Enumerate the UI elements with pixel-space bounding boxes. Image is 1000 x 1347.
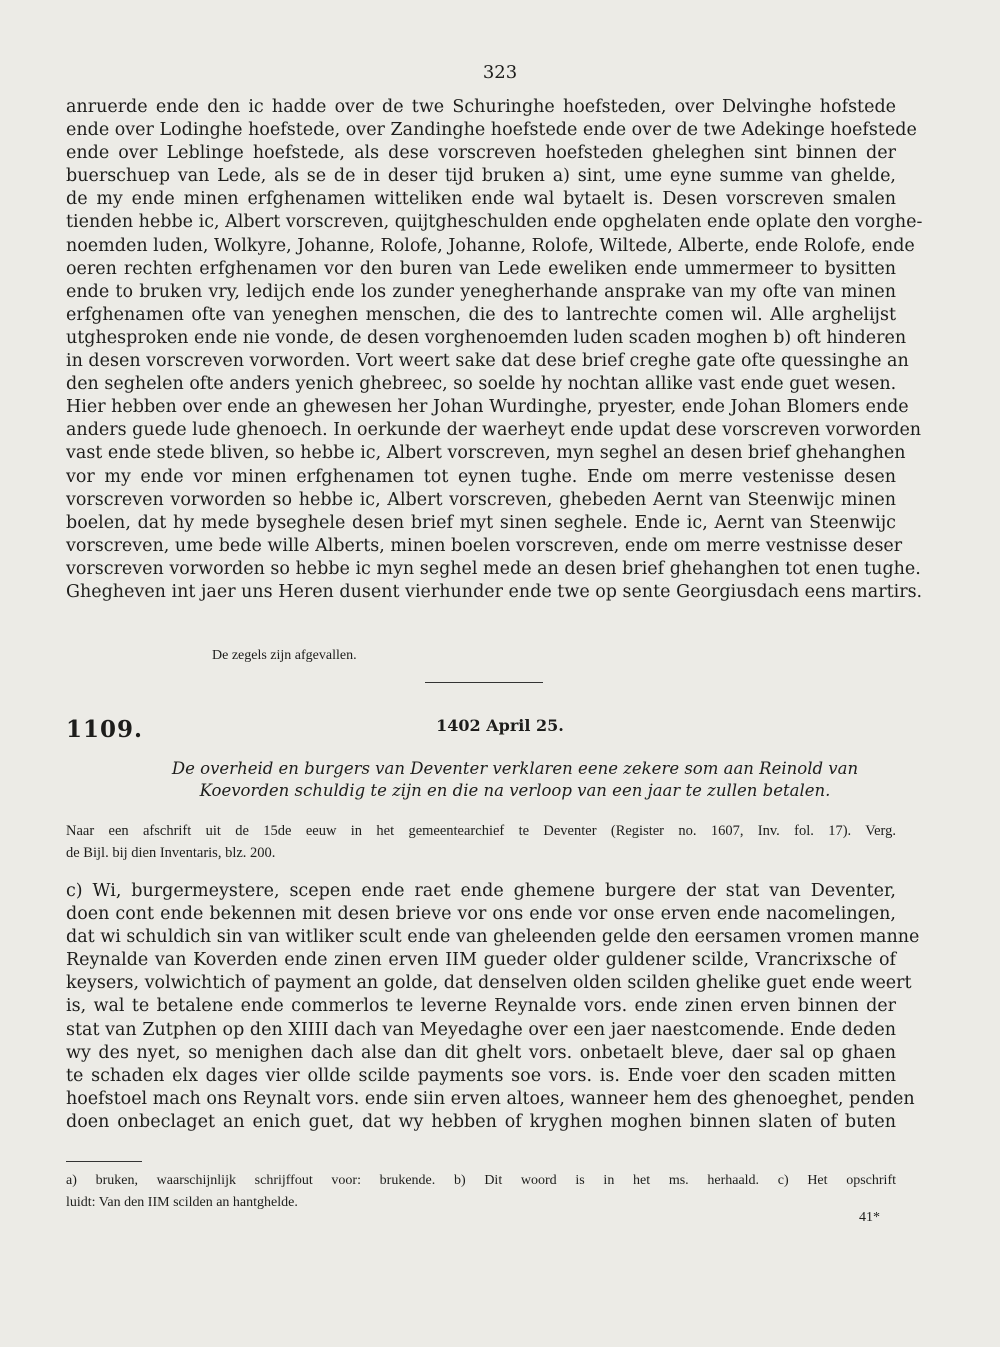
text-line: ende over Lodinghe hoefstede, over Zandinghe hoefstede ende over de twe Adekinge hoefstede (66, 120, 917, 141)
text-line: oeren rechten erfghenamen vor den buren van Lede eweliken ende ummermeer to bysitten (66, 258, 896, 279)
source-line: de Bijl. bij dien Inventaris, blz. 200. (66, 845, 276, 861)
text-line: wy des nyet, so menighen dach alse dan dit ghelt vors. onbetaelt bleve, daer sal op ghaen (66, 1042, 896, 1063)
text-line: anruerde ende den ic hadde over de twe Schuringhe hoefsteden, over Delvinghe hofstede (66, 97, 896, 117)
text-line: vorscreven vorworden so hebbe ic, Albert vorscreven, ghebeden Aernt van Steenwijc minen (66, 489, 896, 510)
text-line: de my ende minen erfghenamen witteliken ende wal bytaelt is. Desen vorscreven smalen (66, 189, 896, 210)
text-line: noemden luden, Wolkyre, Johanne, Rolofe, Johanne, Rolofe, Wiltede, Alberte, ende Rolofe, ende (66, 235, 915, 256)
text-line: Reynalde van Koverden ende zinen erven IIM gueder older guldener scilde, Vrancrixsche of (66, 950, 896, 971)
source-note (66, 820, 896, 864)
text-line: vor my ende vor minen erfghenamen tot eynen tughe. Ende om merre vestenisse desen (66, 466, 896, 487)
text-line: vast ende stede bliven, so hebbe ic, Albert vorscreven, myn seghel an desen brief ghehanghen (66, 443, 906, 464)
text-line: den seghelen ofte anders yenich ghebreec, so soelde hy nochtan allike vast ende guet wesen. (66, 374, 897, 395)
text-line: is, wal te betalene ende commerlos te leverne Reynalde vors. ende zinen erven binnen der (66, 996, 896, 1017)
footnote-line: a) bruken, waarschijnlijk schrijffout voor: brukende. b) Dit woord is in het ms. herhaald. c) Het opschrift (66, 1173, 896, 1188)
text-line: vorscreven, ume bede wille Alberts, minen boelen vorscreven, ende om merre vestnisse deser (66, 535, 903, 556)
summary-line: De overheid en burgers van Deventer verklaren eene zekere som aan Reinold van (171, 759, 859, 778)
text-line: doen cont ende bekennen mit desen brieve vor ons ende vor onse erven ende nacomelingen, (66, 904, 896, 925)
seal-note: De zegels zijn afgevallen. (212, 648, 357, 663)
section-divider (425, 682, 543, 683)
text-line: hoefstoel mach ons Reynalt vors. ende siin erven altoes, wanneer hem des ghenoeghet, penden (66, 1088, 915, 1109)
text-line: anders guede lude ghenoech. In oerkunde der waerheyt ende updat dese vorscreven vorworden (66, 420, 922, 441)
text-line: Ghegheven int jaer uns Heren dusent vierhunder ende twe op sente Georgiusdach eens martirs. (66, 581, 923, 602)
text-line: vorscreven vorworden so hebbe ic myn seghel mede an desen brief ghehanghen tot enen tughe. (66, 558, 921, 579)
body-text-continued (66, 96, 923, 604)
footnotes (66, 1170, 896, 1214)
source-line: Naar een afschrift uit de 15de eeuw in het gemeentearchief te Deventer (Register no. 1607, Inv. fol. 17). Verg. (66, 823, 896, 839)
signature-mark: 41* (859, 1210, 880, 1225)
text-line: ende over Leblinge hoefstede, als dese vorscreven hoefsteden gheleghen sint binnen der (66, 143, 896, 164)
document-date: 1402 April 25. (436, 716, 564, 735)
text-line: utghesproken ende nie vonde, de desen vorghenoemden luden scaden moghen b) oft hinderen (66, 327, 907, 348)
text-line: in desen vorscreven vorworden. Vort weert sake dat dese brief creghe gate ofte quessinghe an (66, 351, 909, 372)
text-line: stat van Zutphen op den XIIII dach van Meyedaghe over een jaer naestcomende. Ende deden (66, 1019, 896, 1040)
text-line: ende to bruken vry, ledijch ende los zunder yenegherhande ansprake van my ofte van minen (66, 281, 896, 302)
text-line: te schaden elx dages vier ollde scilde payments soe vors. is. Ende voer den scaden mitten (66, 1065, 896, 1086)
text-line: doen onbeclaget an enich guet, dat wy hebben of kryghen moghen binnen slaten of buten (66, 1111, 896, 1132)
page-number: 323 (482, 62, 518, 83)
body-text-document (66, 880, 920, 1134)
summary-line: Koevorden schuldig te zijn en die na verloop van een jaar te zullen betalen. (199, 781, 831, 800)
text-line: erfghenamen ofte van yeneghen menschen, die des to lantrechte comen wil. Alle arghelijst (66, 304, 896, 325)
text-line: Hier hebben over ende an ghewesen her Johan Wurdinghe, pryester, ende Johan Blomers ende (66, 397, 909, 418)
text-line: boelen, dat hy mede byseghele desen brief myt sinen seghele. Ende ic, Aernt van Steenwijc (66, 512, 896, 533)
footnote-line: luidt: Van den IIM scilden an hantghelde. (66, 1195, 298, 1210)
document-number: 1109. (66, 716, 144, 743)
text-line: keysers, volwichtich of payment an golde, dat denselven olden scilden ghelike guet ende weert (66, 973, 912, 994)
document-summary (100, 758, 930, 802)
text-line: c) Wi, burgermeystere, scepen ende raet ende ghemene burgere der stat van Deventer, (66, 881, 896, 901)
text-line: dat wi schuldich sin van witliker scult ende van gheleenden gelde den eersamen vromen manne (66, 927, 920, 948)
text-line: buerschuep van Lede, als se de in deser tijd bruken a) sint, ume eyne summe van ghelde, (66, 166, 896, 187)
text-line: tienden hebbe ic, Albert vorscreven, quijtgheschulden ende opghelaten ende oplate den vorghe- (66, 212, 923, 233)
footnote-divider (66, 1161, 142, 1162)
